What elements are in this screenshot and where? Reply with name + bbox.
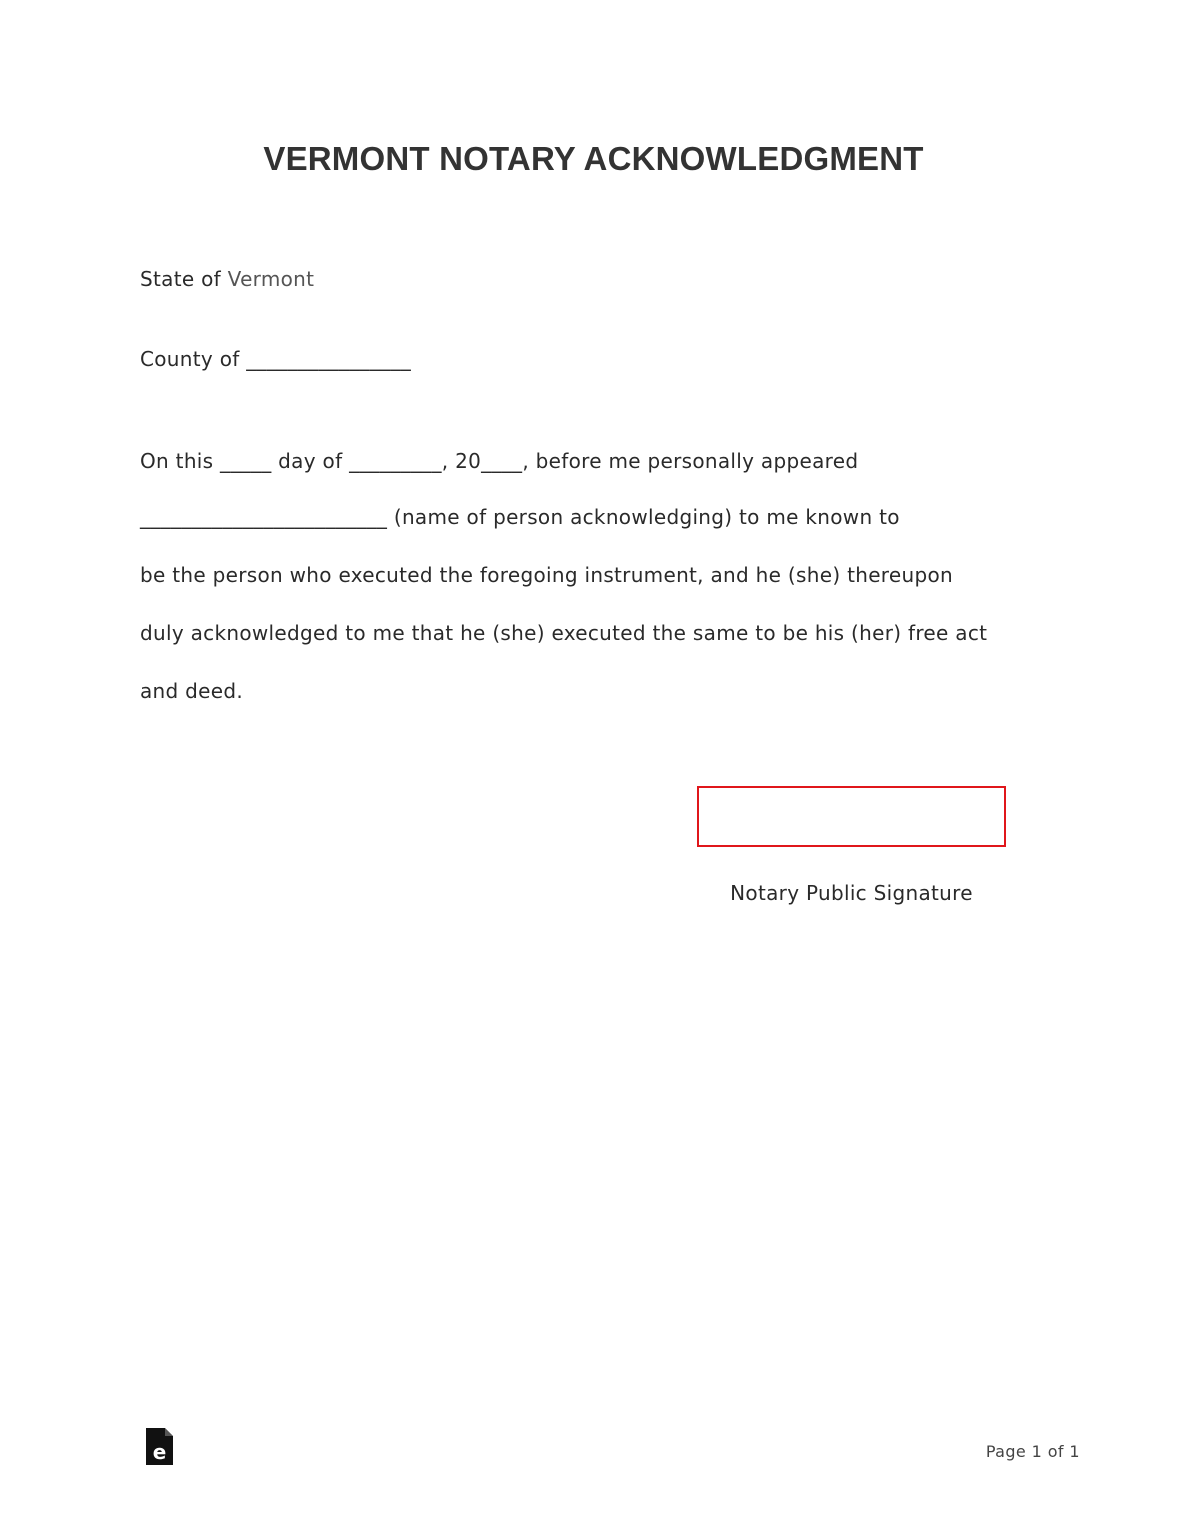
state-label: State of: [140, 267, 228, 291]
state-line: [140, 267, 314, 291]
state-value: Vermont: [227, 267, 315, 291]
county-line: County of ________________: [140, 347, 412, 371]
body-line: be the person who executed the foregoing instrument, and he (she) thereupon: [140, 563, 953, 587]
signature-label: Notary Public Signature: [730, 881, 973, 905]
eforms-logo-icon: [146, 1428, 173, 1465]
document-title: VERMONT NOTARY ACKNOWLEDGMENT: [263, 140, 924, 177]
svg-text:e: e: [152, 1440, 167, 1464]
page-number: Page 1 of 1: [985, 1442, 1080, 1461]
body-line: duly acknowledged to me that he (she) executed the same to be his (her) free act: [140, 621, 988, 645]
body-line: On this _____ day of _________, 20____, before me personally appeared: [140, 449, 859, 473]
body-line: ________________________ (name of person acknowledging) to me known to: [140, 505, 900, 529]
notary-signature-field[interactable]: [697, 786, 1006, 847]
body-line: and deed.: [140, 679, 244, 703]
signature-line: ______________________________: [716, 827, 987, 843]
